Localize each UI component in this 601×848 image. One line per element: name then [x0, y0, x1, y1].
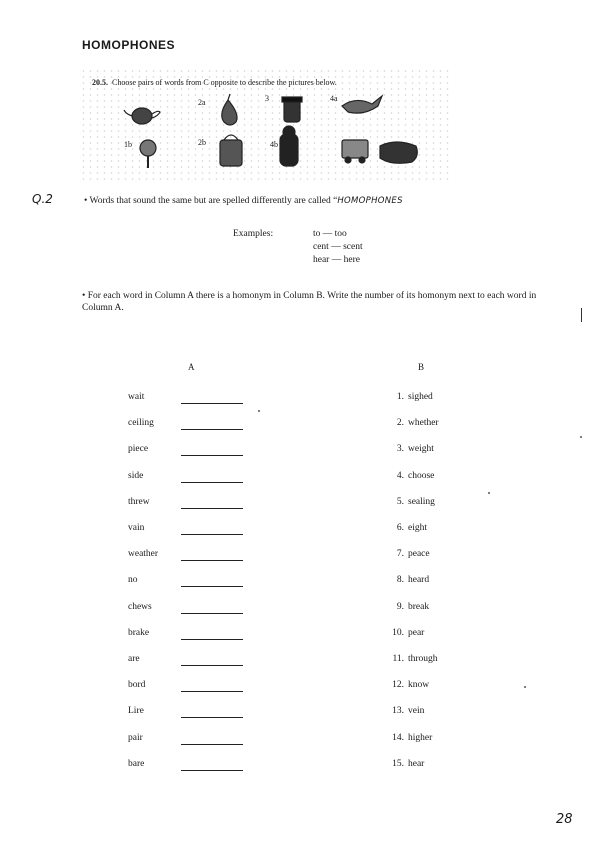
column-a-word: piece [128, 444, 149, 454]
answer-blank[interactable] [181, 403, 243, 404]
bear-icon [280, 126, 298, 166]
answer-blank[interactable] [181, 534, 243, 535]
scan-speck [524, 686, 526, 688]
scan-speck [258, 410, 260, 412]
column-b-number: 4. [396, 471, 404, 481]
example-pair: hear — here [313, 255, 360, 265]
column-b-word: peace [408, 549, 430, 559]
answer-blank[interactable] [181, 613, 243, 614]
handwritten-term: HOMOPHONES [337, 196, 403, 206]
column-a-word: are [128, 654, 140, 664]
exercise-instruction: Choose pairs of words from C opposite to describe the pictures below. [112, 78, 337, 87]
picture-label: 4b [270, 140, 278, 149]
column-b-word: sealing [408, 497, 435, 507]
column-a-word: bord [128, 680, 146, 690]
column-a-word: Lire [128, 706, 144, 716]
column-b-entry [378, 444, 434, 454]
column-b-entry [378, 471, 434, 481]
page-title: HOMOPHONES [82, 38, 176, 52]
column-b-number: 14. [392, 733, 404, 743]
pear-icon [222, 94, 237, 125]
answer-blank[interactable] [181, 482, 243, 483]
picture-illustrations [80, 68, 452, 180]
column-b-word: vein [408, 706, 425, 716]
column-b-word: heard [408, 575, 430, 585]
answer-blank[interactable] [181, 639, 243, 640]
column-a-word: ceiling [128, 418, 154, 428]
example-pair: cent — scent [313, 242, 363, 252]
bag-icon [220, 135, 242, 166]
answer-blank[interactable] [181, 717, 243, 718]
column-b-entry [378, 602, 429, 612]
column-b-number: 15. [392, 759, 404, 769]
glove-icon [380, 142, 417, 163]
teapot-icon [124, 108, 160, 124]
column-b-header: B [418, 362, 425, 372]
answer-blank[interactable] [181, 744, 243, 745]
answer-blank[interactable] [181, 665, 243, 666]
column-b-word: weight [408, 444, 434, 454]
answer-blank[interactable] [181, 770, 243, 771]
column-a-word: weather [128, 549, 159, 559]
answer-blank[interactable] [181, 455, 243, 456]
column-b-entry [378, 523, 427, 533]
column-b-number: 5. [396, 497, 404, 507]
answer-blank[interactable] [181, 429, 243, 430]
column-a-header: A [188, 362, 195, 372]
column-b-word: whether [408, 418, 439, 428]
car-icon [342, 140, 368, 163]
column-b-word: sighed [408, 392, 433, 402]
column-b-entry [378, 706, 424, 716]
column-b-number: 11. [392, 654, 404, 664]
example-pair: to — too [313, 229, 347, 239]
picture-label: 3 [265, 94, 269, 103]
column-b-number: 8. [396, 575, 404, 585]
column-b-entry [378, 497, 435, 507]
column-b-word: break [408, 602, 430, 612]
column-a-word: side [128, 471, 144, 481]
column-b-number: 9. [396, 602, 404, 612]
column-b-entry [378, 654, 438, 664]
scan-speck [580, 436, 582, 438]
answer-blank[interactable] [181, 691, 243, 692]
column-b-number: 10. [392, 628, 404, 638]
column-b-word: hear [408, 759, 425, 769]
column-b-entry [378, 680, 429, 690]
picture-label: 2b [198, 138, 206, 147]
page-number: 28 [556, 812, 573, 827]
column-b-number: 13. [392, 706, 404, 716]
column-b-number: 6. [396, 523, 404, 533]
column-b-entry [378, 575, 429, 585]
column-b-number: 2. [396, 418, 404, 428]
column-b-word: pear [408, 628, 425, 638]
column-a-word: no [128, 575, 138, 585]
column-b-entry [378, 392, 433, 402]
column-instruction: • For each word in Column A there is a homonym in Column B. Write the number of its homonym next to each word in Column A. [82, 291, 537, 313]
scan-speck [488, 492, 490, 494]
column-b-entry [378, 759, 424, 769]
column-b-entry [378, 549, 430, 559]
definition-text [84, 195, 403, 207]
picture-label: 1b [124, 140, 132, 149]
exercise-number: 20.5. [92, 78, 108, 87]
column-a-word: threw [128, 497, 150, 507]
picture-exercise [80, 68, 452, 180]
answer-blank[interactable] [181, 586, 243, 587]
examples-label: Examples: [233, 229, 274, 239]
column-b-word: know [408, 680, 430, 690]
column-b-number: 3. [396, 444, 404, 454]
question-number-mark: Q.2 [32, 192, 53, 206]
picture-label: 4a [330, 94, 338, 103]
margin-mark [581, 308, 582, 322]
column-a-word: bare [128, 759, 145, 769]
column-a-word: wait [128, 392, 145, 402]
answer-blank[interactable] [181, 508, 243, 509]
column-b-word: choose [408, 471, 435, 481]
column-b-number: 1. [396, 392, 404, 402]
column-b-word: higher [408, 733, 433, 743]
column-a-word: vain [128, 523, 145, 533]
column-b-entry [378, 733, 432, 743]
column-b-word: through [408, 654, 438, 664]
column-a-word: pair [128, 733, 143, 743]
answer-blank[interactable] [181, 560, 243, 561]
jar-icon [282, 97, 302, 122]
column-b-entry [378, 628, 424, 638]
picture-label: 2a [198, 98, 206, 107]
column-b-word: eight [408, 523, 427, 533]
column-a-word: brake [128, 628, 150, 638]
column-b-entry [378, 418, 439, 428]
column-b-number: 12. [392, 680, 404, 690]
bird-icon [342, 96, 382, 113]
magnifier-icon [140, 140, 156, 168]
definition-sentence: • Words that sound the same but are spelled differently are called “ [84, 196, 338, 206]
column-a-word: chews [128, 602, 152, 612]
column-b-number: 7. [396, 549, 404, 559]
